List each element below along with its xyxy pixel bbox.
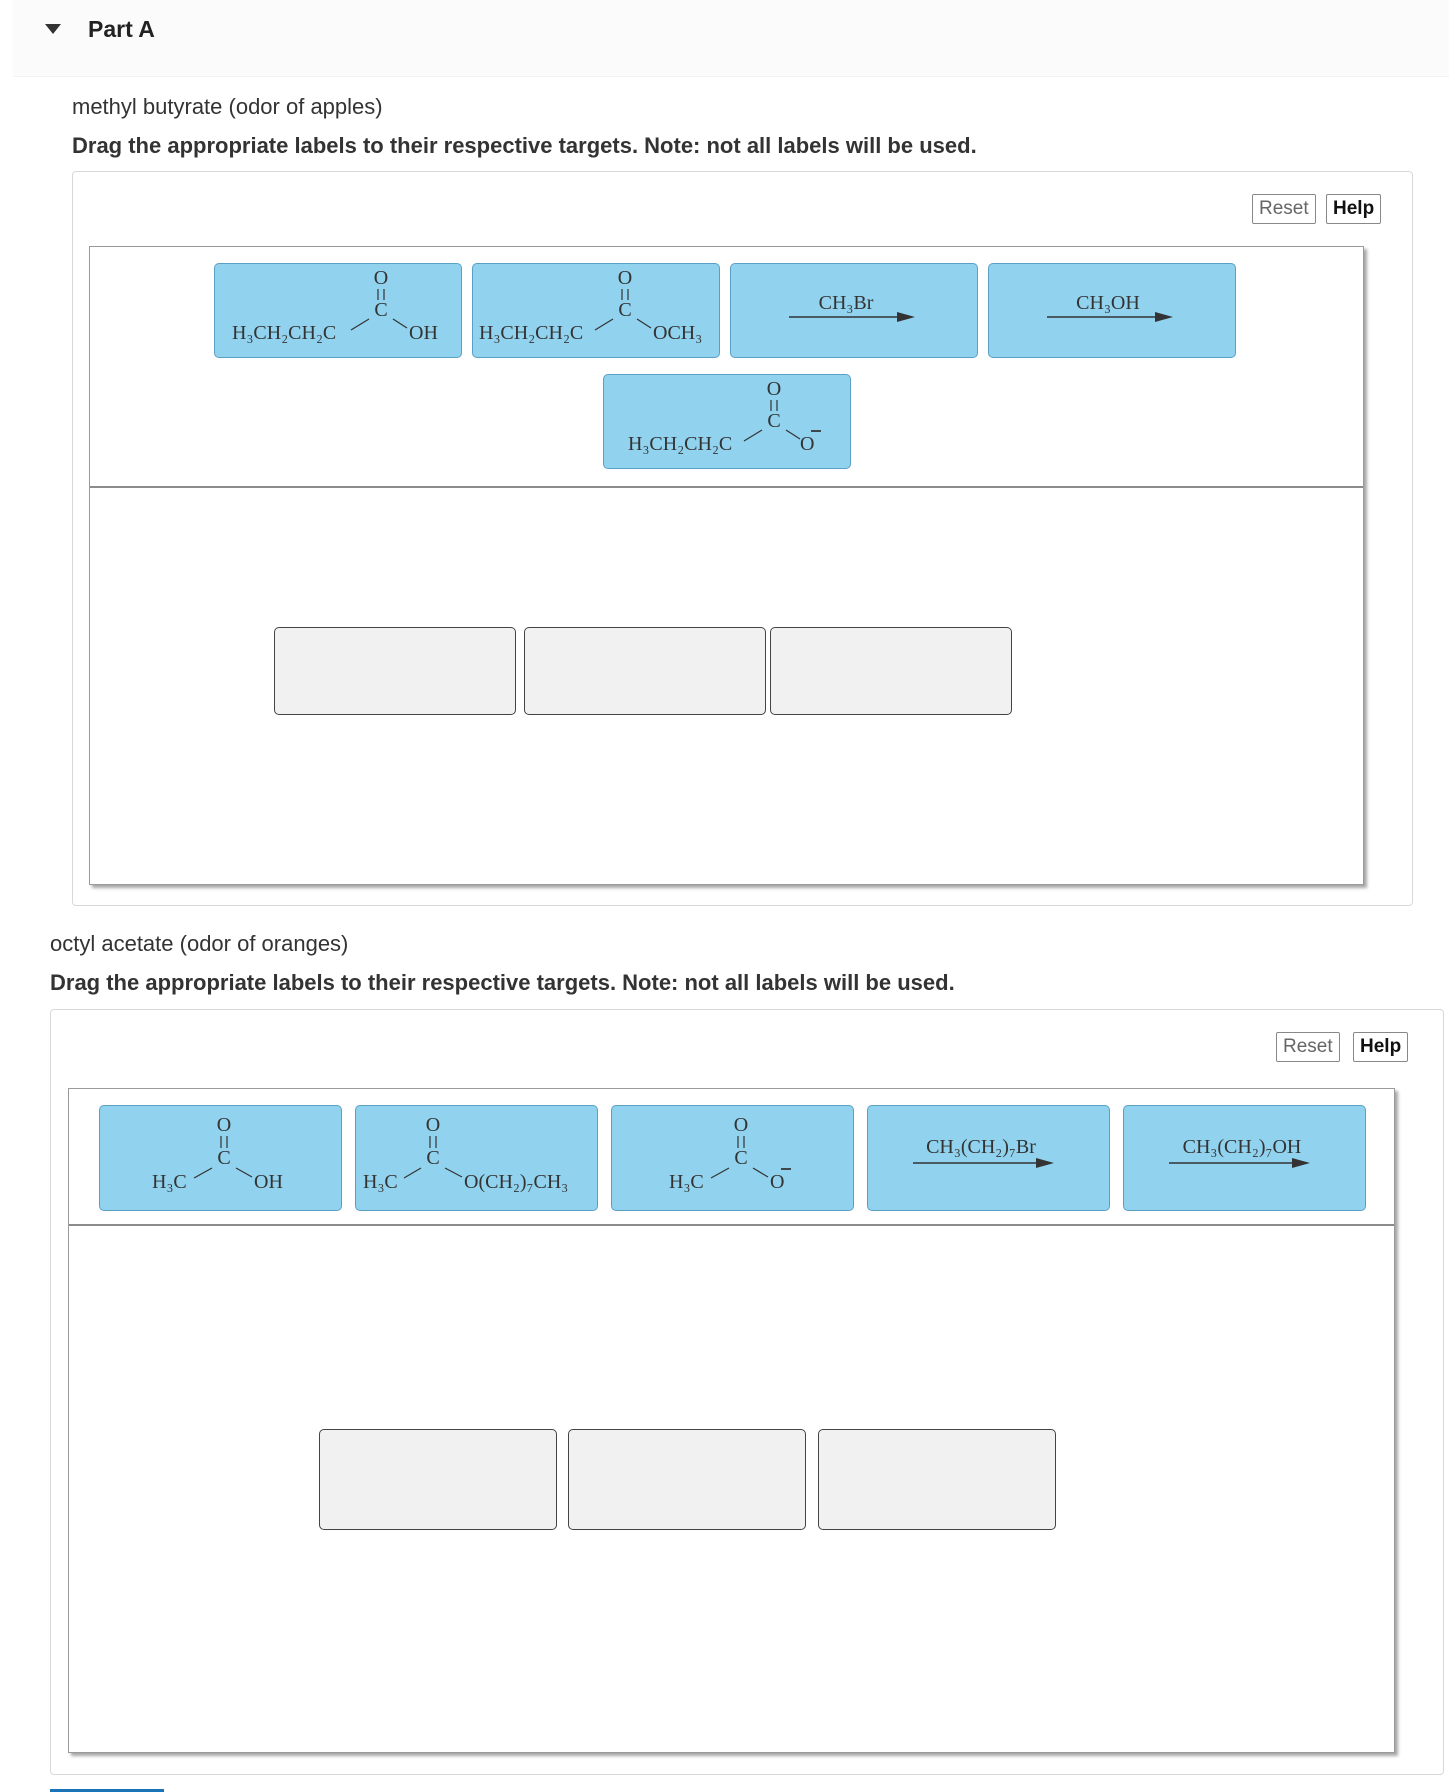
methoxy-group: OCH₃	[653, 322, 703, 344]
question-2-instruction: Drag the appropriate labels to their respective targets. Note: not all labels will be used.	[50, 970, 955, 995]
methyl-group: H₃C	[363, 1171, 398, 1193]
reaction-arrow-icon	[1155, 312, 1173, 322]
carbonyl-carbon: C	[618, 299, 632, 321]
label-area-divider	[90, 486, 1363, 488]
octyloxy-group: O(CH₂)₇CH₃	[464, 1171, 569, 1193]
label-acetate-anion[interactable]	[611, 1105, 854, 1211]
label-butanoate-anion[interactable]	[603, 374, 851, 469]
help-button[interactable]: Help	[1326, 194, 1381, 224]
label-octyl-acetate[interactable]	[355, 1105, 598, 1211]
carbonyl-carbon: C	[374, 299, 388, 321]
question-1-text: methyl butyrate (odor of apples)	[72, 94, 383, 119]
drag-canvas-2	[68, 1088, 1395, 1753]
carbonyl-oxygen: O	[216, 1114, 232, 1136]
carbonyl-carbon: C	[734, 1147, 748, 1169]
carbonyl-oxygen: O	[373, 267, 389, 289]
label-octanol[interactable]	[1123, 1105, 1366, 1211]
drag-drop-panel-2	[50, 1009, 1444, 1775]
carbonyl-oxygen: O	[425, 1114, 441, 1136]
hydroxyl-group: OH	[254, 1171, 283, 1193]
reagent-text: CH₃(CH₂)₇Br	[926, 1136, 1036, 1158]
carbonyl-carbon: C	[426, 1147, 440, 1169]
drag-drop-panel-1	[72, 171, 1413, 906]
drop-target-1[interactable]	[274, 627, 516, 715]
alkyl-group: H₃CH₂CH₂C	[479, 322, 584, 344]
drop-target-1[interactable]	[319, 1429, 557, 1530]
label-butanoic-acid[interactable]	[214, 263, 462, 358]
carbonyl-oxygen: O	[617, 267, 633, 289]
label-methanol[interactable]	[988, 263, 1236, 358]
reagent-text: CH₃(CH₂)₇OH	[1182, 1136, 1302, 1158]
anionic-oxygen: O	[770, 1171, 785, 1193]
methyl-group: H₃C	[669, 1171, 704, 1193]
part-title: Part A	[88, 16, 155, 42]
drop-target-3[interactable]	[770, 627, 1012, 715]
question-1-instruction: Drag the appropriate labels to their respective targets. Note: not all labels will be used.	[72, 133, 977, 158]
alkyl-group: H₃CH₂CH₂C	[232, 322, 337, 344]
reset-button[interactable]: Reset	[1252, 194, 1316, 224]
carbonyl-carbon: C	[217, 1147, 231, 1169]
label-octyl-bromide[interactable]	[867, 1105, 1110, 1211]
alkyl-group: H₃CH₂CH₂C	[628, 433, 733, 455]
label-acetic-acid[interactable]	[99, 1105, 342, 1211]
anionic-oxygen: O	[800, 433, 815, 455]
reagent-text: CH₃OH	[1076, 292, 1140, 314]
carbonyl-carbon: C	[767, 410, 781, 432]
drag-canvas-1	[89, 246, 1364, 885]
reaction-arrow-icon	[897, 312, 915, 322]
drop-target-3[interactable]	[818, 1429, 1056, 1530]
carbonyl-oxygen: O	[733, 1114, 749, 1136]
reaction-arrow-icon	[1036, 1158, 1054, 1168]
collapse-triangle-icon[interactable]	[45, 24, 61, 34]
label-methyl-bromide[interactable]	[730, 263, 978, 358]
reset-button[interactable]: Reset	[1276, 1032, 1340, 1062]
label-area-divider	[69, 1224, 1394, 1226]
reaction-arrow-icon	[1292, 1158, 1310, 1168]
label-methyl-butanoate[interactable]	[472, 263, 720, 358]
question-2-text: octyl acetate (odor of oranges)	[50, 931, 349, 956]
drop-target-2[interactable]	[524, 627, 766, 715]
help-button[interactable]: Help	[1353, 1032, 1408, 1062]
part-header[interactable]	[13, 0, 1449, 77]
methyl-group: H₃C	[152, 1171, 187, 1193]
reagent-text: CH₃Br	[818, 292, 874, 314]
drop-target-2[interactable]	[568, 1429, 806, 1530]
carbonyl-oxygen: O	[766, 378, 782, 400]
hydroxyl-group: OH	[409, 322, 438, 344]
